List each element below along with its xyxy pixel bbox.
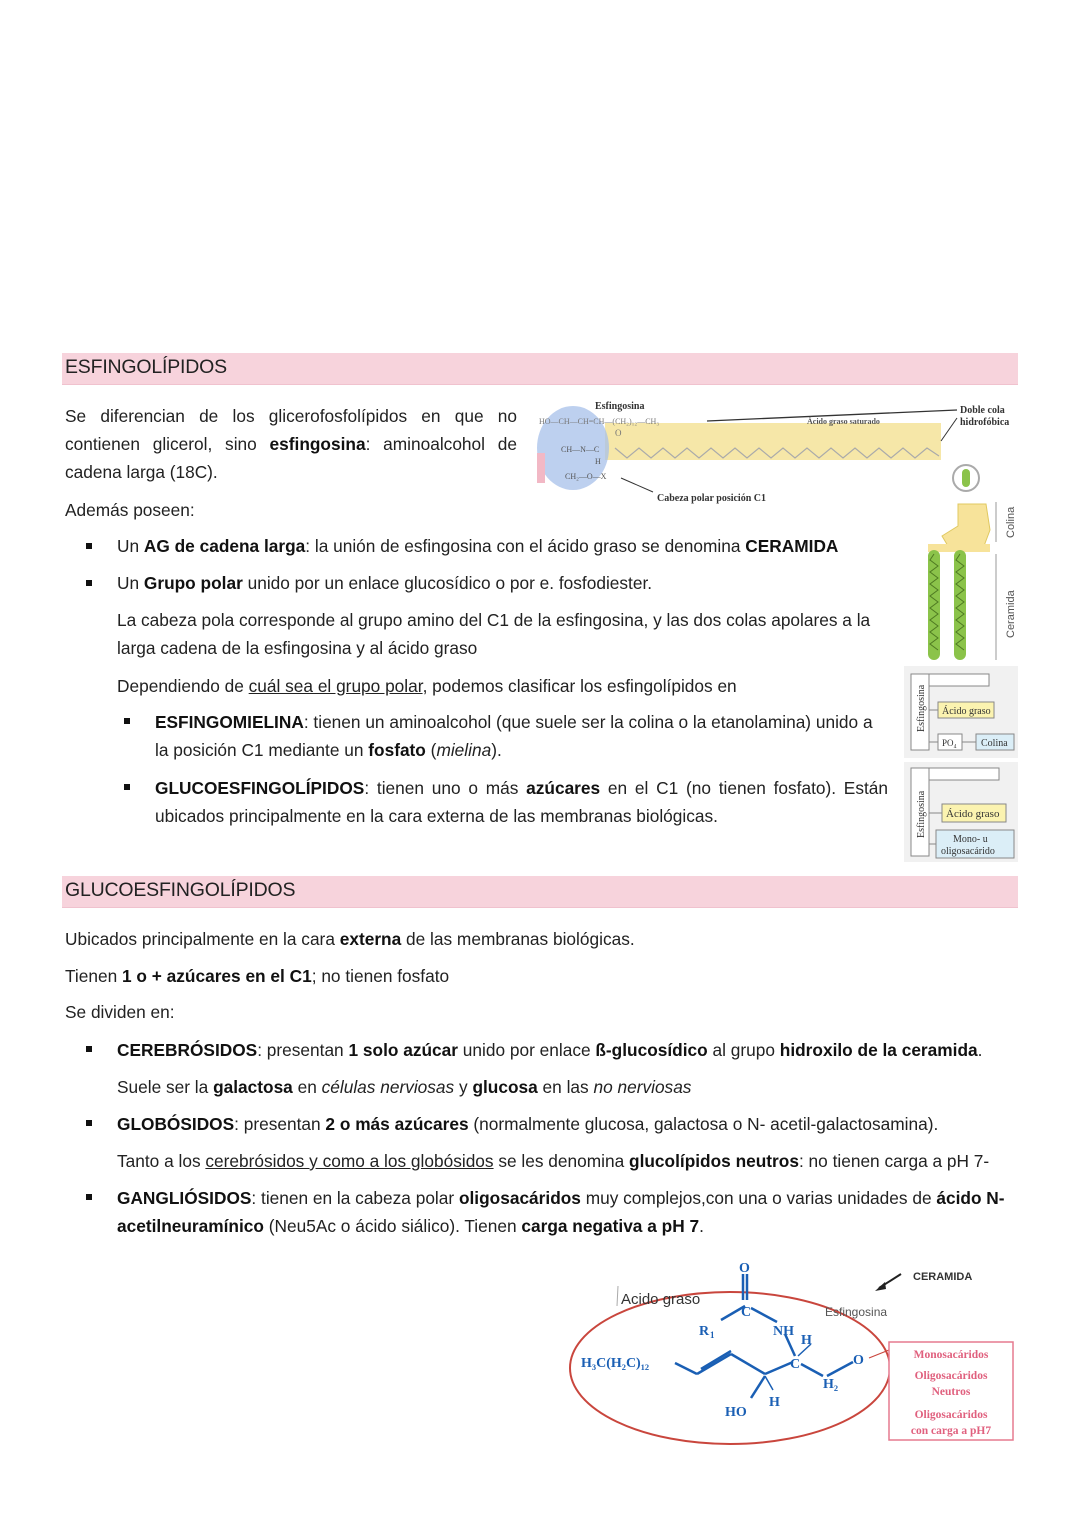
bullet-cerebrosidos	[117, 1036, 1017, 1064]
ceramida-structure-figure	[565, 1258, 1020, 1454]
dependiendo-line	[117, 672, 907, 700]
text-bold: 2 o más azúcares	[325, 1114, 469, 1134]
section-title: ESFINGOLÍPIDOS	[65, 356, 227, 378]
leader-line	[941, 418, 957, 441]
sphingosine-chain-formula: HO—CH—CH=CH—(CH₂)₁₂—CH₃	[539, 417, 660, 426]
atom-c: C	[741, 1305, 752, 1320]
text-run: en el C1 (no tienen fosfato). Están ubicados principalmente en la cara externa de las membranas biológicas.	[155, 778, 888, 826]
text-run: : tienen uno o más	[364, 778, 527, 798]
text-run: Suele ser la	[117, 1077, 214, 1097]
h-label: H	[595, 457, 601, 466]
text-underlined: cuál sea el grupo polar	[248, 676, 423, 696]
text-bold: galactosa	[213, 1077, 293, 1097]
bullet-icon	[86, 543, 92, 549]
ch2ox-formula: CH₂—O—X	[565, 472, 607, 481]
text-run: al grupo	[707, 1040, 780, 1060]
leader-line	[621, 478, 653, 492]
po4-label: PO₄	[942, 738, 957, 748]
tienen-line	[65, 962, 1015, 990]
text-run: de las membranas biológicas.	[401, 929, 635, 949]
atom-h2: H₂	[823, 1377, 839, 1392]
atom-o: O	[739, 1261, 750, 1276]
text-run: .	[699, 1216, 704, 1236]
text-bold: AG de cadena larga	[143, 536, 306, 556]
text-run: (	[425, 740, 437, 760]
atom-r1: R	[699, 1324, 710, 1339]
section-header-glucoesfingolipidos	[62, 876, 1018, 908]
text-bold: fosfato	[368, 740, 426, 760]
pink-mark	[537, 453, 545, 483]
text-bold: azúcares	[526, 778, 601, 798]
esfingosina-label: Esfingosina	[916, 790, 927, 838]
text-bold: 1 solo azúcar	[348, 1040, 458, 1060]
text-run: unido por un enlace glucosídico o por e. fosfodiester.	[242, 573, 653, 593]
con-carga-label: con carga a pH7	[910, 1425, 992, 1437]
oligosacaridos-label: Oligosacáridos	[914, 1409, 988, 1421]
text-run: , podemos clasificar los esfingolípidos en	[422, 676, 737, 696]
text-bold: GLOBÓSIDOS	[117, 1114, 235, 1134]
text-bold: glucosa	[472, 1077, 538, 1097]
mono-label: Mono- u	[953, 834, 988, 845]
se-dividen-line: Se dividen en:	[65, 1002, 175, 1022]
esfingomielina-model-figure	[918, 460, 1022, 664]
text-run: : presentan	[257, 1040, 349, 1060]
text-run: : tienen un aminoalcohol (que suele ser la colina o la etanolamina) unido a la posición C1 mediante un	[155, 712, 873, 760]
text-bold: carga negativa a pH 7	[521, 1216, 700, 1236]
intro-paragraph	[65, 402, 517, 486]
bullet-icon	[86, 580, 92, 586]
atom-h: H	[801, 1333, 812, 1348]
cabeza-polar-paragraph: La cabeza pola corresponde al grupo amino del C1 de la esfingosina, y las dos colas apolares a la larga cadena de la esfingosina y al ácido graso	[117, 610, 871, 658]
text-bold: ESFINGOMIELINA	[155, 712, 304, 732]
acido-saturado-label: Ácido graso saturado	[807, 417, 880, 426]
text-run: Un	[117, 573, 144, 593]
colina-label: Colina	[1005, 506, 1017, 538]
esfingosina-label: Esfingosina	[595, 401, 645, 412]
acido-graso-label: Acido graso	[621, 1291, 701, 1308]
hidrofobica-label: hidrofóbica	[960, 417, 1010, 428]
text-italic: mielina	[436, 740, 492, 760]
esfingosina-label: Esfingosina	[825, 1305, 888, 1319]
doble-cola-label: Doble cola	[960, 405, 1005, 416]
text-bold: CERAMIDA	[745, 536, 839, 556]
bullet-icon	[124, 718, 130, 724]
text-bold: GLUCOESFINGOLÍPIDOS	[155, 778, 365, 798]
h-bond	[765, 1376, 773, 1390]
text-bold: 1 o + azúcares en el C1	[122, 966, 312, 986]
sub-bullet-esfingomielina	[155, 708, 890, 764]
text-run: : no tienen carga a pH 7-	[798, 1151, 990, 1171]
acido-graso-label: Ácido graso	[942, 706, 991, 717]
text-run: se les denomina	[493, 1151, 630, 1171]
text-run: Dependiendo de	[117, 676, 249, 696]
bullet-grupo-polar	[117, 569, 907, 597]
cerebrosidos-detail	[117, 1073, 1017, 1101]
connector	[869, 1350, 889, 1358]
atom-ho: HO	[725, 1405, 747, 1420]
text-bold: externa	[339, 929, 402, 949]
bullet-icon	[124, 784, 130, 790]
ademas-line: Además poseen:	[65, 500, 195, 520]
text-run: : aminoalcohol de cadena larga (18C).	[65, 434, 517, 482]
text-italic: no nerviosas	[593, 1077, 692, 1097]
bullet-icon	[86, 1120, 92, 1126]
polar-head-shape	[942, 504, 990, 546]
text-run: Tanto a los	[117, 1151, 206, 1171]
text-run: (Neu5Ac o ácido siálico). Tienen	[263, 1216, 522, 1236]
label-tick	[617, 1286, 618, 1306]
bullet-gangliosidos	[117, 1184, 1017, 1240]
text-run: Un	[117, 536, 144, 556]
text-bold: CEREBRÓSIDOS	[117, 1040, 258, 1060]
text-bold: glucolípidos neutros	[629, 1151, 799, 1171]
text-run: muy complejos,con una o varias unidades de	[580, 1188, 937, 1208]
esfingosina-label: Esfingosina	[916, 684, 927, 732]
text-run: ).	[491, 740, 502, 760]
colina-label: Colina	[981, 738, 1008, 749]
glucoesfingolipido-schematic-figure	[904, 762, 1018, 862]
text-bold: GANGLIÓSIDOS	[117, 1188, 252, 1208]
section-header-esfingolipidos	[62, 353, 1018, 385]
atom-c: C	[790, 1357, 801, 1372]
text-bold: esfingosina	[269, 434, 366, 454]
ceramida-label: CERAMIDA	[913, 1271, 973, 1283]
text-run: en las	[537, 1077, 594, 1097]
head-symbol-icon	[962, 469, 970, 487]
text-run: Se diferencian de los glicerofosfolípidos en que no contienen glicerol, sino	[65, 406, 517, 454]
esfingomielina-schematic-figure	[904, 666, 1018, 758]
amide-formula: CH—N—C	[561, 445, 600, 454]
text-run: y	[454, 1077, 473, 1097]
monosacaridos-label: Monosacáridos	[913, 1349, 989, 1361]
atom-h3c-chain: H₃C(H₂C)₁₂	[581, 1356, 650, 1371]
text-run: Tienen	[65, 966, 122, 986]
top-chain-block	[929, 768, 999, 780]
text-run: en	[292, 1077, 322, 1097]
atom-nh: NH	[773, 1324, 794, 1339]
text-bold: oligosacáridos	[458, 1188, 581, 1208]
sub-bullet-glucoesfingolipidos	[155, 774, 888, 830]
text-bold: Grupo polar	[143, 573, 243, 593]
cabeza-polar-label: Cabeza polar posición C1	[657, 493, 766, 504]
text-run: unido por enlace	[457, 1040, 596, 1060]
ceramide-atoms	[581, 1261, 864, 1420]
arrow-head-icon	[875, 1282, 886, 1291]
bullet-icon	[86, 1046, 92, 1052]
bullet-ag-cadena-larga	[117, 532, 917, 560]
text-run: Ubicados principalmente en la cara	[65, 929, 340, 949]
text-run: : la unión de esfingosina con el ácido graso se denomina	[305, 536, 746, 556]
section-title: GLUCOESFINGOLÍPIDOS	[65, 879, 296, 901]
carbonyl-o-label: O	[615, 428, 622, 438]
text-run: : tienen en la cabeza polar	[251, 1188, 459, 1208]
oligosacaridos-label: Oligosacáridos	[914, 1370, 988, 1382]
text-run: : presentan	[234, 1114, 326, 1134]
bullet-globosidos	[117, 1110, 1017, 1138]
acido-graso-label: Ácido graso	[946, 808, 1000, 820]
top-chain-block	[929, 674, 989, 686]
text-run: .	[977, 1040, 983, 1060]
text-bold: hidroxilo de la ceramida	[779, 1040, 978, 1060]
text-underlined: cerebrósidos y como a los globósidos	[205, 1151, 494, 1171]
text-italic: células nerviosas	[321, 1077, 455, 1097]
atom-h: H	[769, 1395, 780, 1410]
text-bold: ácido N-acetilneuramínico	[117, 1188, 1005, 1236]
text-run: ; no tienen fosfato	[311, 966, 450, 986]
bullet-icon	[86, 1194, 92, 1200]
atom-r1-subscript: 1	[710, 1330, 715, 1340]
atom-o: O	[853, 1353, 864, 1368]
ceramida-label: Ceramida	[1005, 590, 1017, 638]
ubicados-line	[65, 925, 1015, 953]
text-run: (normalmente glucosa, galactosa o N- acetil-galactosamina).	[468, 1114, 939, 1134]
text-bold: ß-glucosídico	[595, 1040, 708, 1060]
globosidos-detail	[117, 1147, 1022, 1175]
neutros-label: Neutros	[931, 1386, 971, 1398]
oligosacarido-label: oligosacárido	[941, 846, 995, 857]
